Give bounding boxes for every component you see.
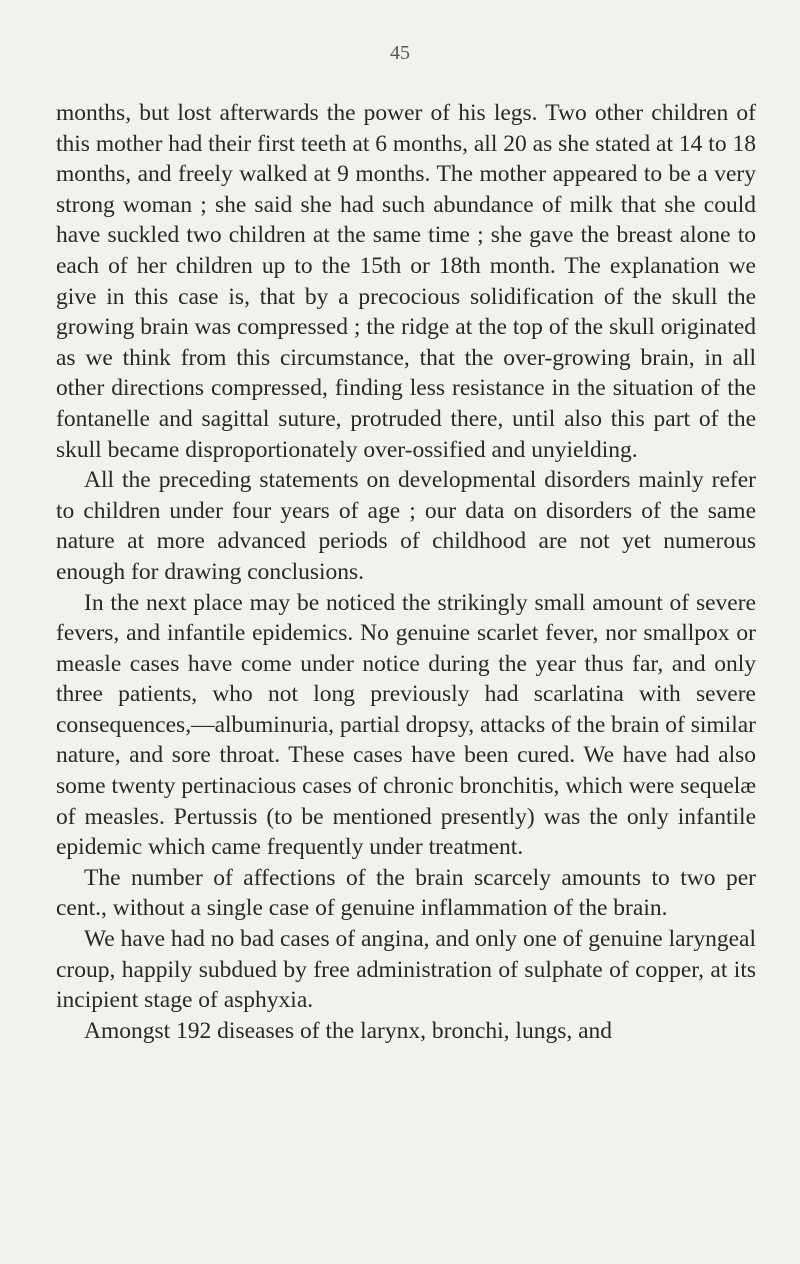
paragraph-larynx-diseases: Amongst 192 diseases of the larynx, bronchi, lungs, and: [84, 1017, 613, 1044]
paragraph-brain-affections: The number of affections of the brain scarcely amounts to two per cent., without a single case of genuine inflammation of the brain.: [56, 864, 756, 922]
body-text: [56, 98, 756, 1046]
paragraph-developmental-disorders: All the preceding statements on developmental disorders mainly refer to children under four years of age ; our data on disorders of the same nature at more advanced periods of childhood are not yet numerous enough for drawing conclusions.: [56, 467, 756, 585]
paragraph-fevers-epidemics: In the next place may be noticed the strikingly small amount of severe fevers, and infantile epidemics. No genuine scarlet fever, nor smallpox or measle cases have come under notice during the year thus far, and only three patients, who not long previously had scarlatina with severe consequences,—albuminuria, partial dropsy, attacks of the brain of similar nature, and sore throat. These cases have been cured. We have had also some twenty pertinacious cases of chronic bronchitis, which were sequelæ of measles. Pertussis (to be mentioned presently) was the only infantile epidemic which came frequently under treatment.: [56, 589, 756, 861]
page-number: 45: [390, 42, 410, 64]
paragraph-continued: months, but lost afterwards the power of his legs. Two other children of this mother had their first teeth at 6 months, all 20 as she stated at 14 to 18 months, and freely walked at 9 months. The mother appeared to be a very strong woman ; she said she had such abundance of milk that she could have suckled two children at the same time ; she gave the breast alone to each of her children up to the 15th or 18th month. The explanation we give in this case is, that by a precocious solidification of the skull the growing brain was compressed ; the ridge at the top of the skull originated as we think from this circumstance, that the over-growing brain, in all other directions compressed, finding less resistance in the situation of the fontanelle and sagittal suture, protruded there, until also this part of the skull became disproportionately over-ossified and unyielding.: [56, 100, 756, 463]
paragraph-angina-croup: We have had no bad cases of angina, and only one of genuine laryngeal croup, happily subdued by free administration of sulphate of copper, at its incipient stage of asphyxia.: [56, 926, 756, 1014]
